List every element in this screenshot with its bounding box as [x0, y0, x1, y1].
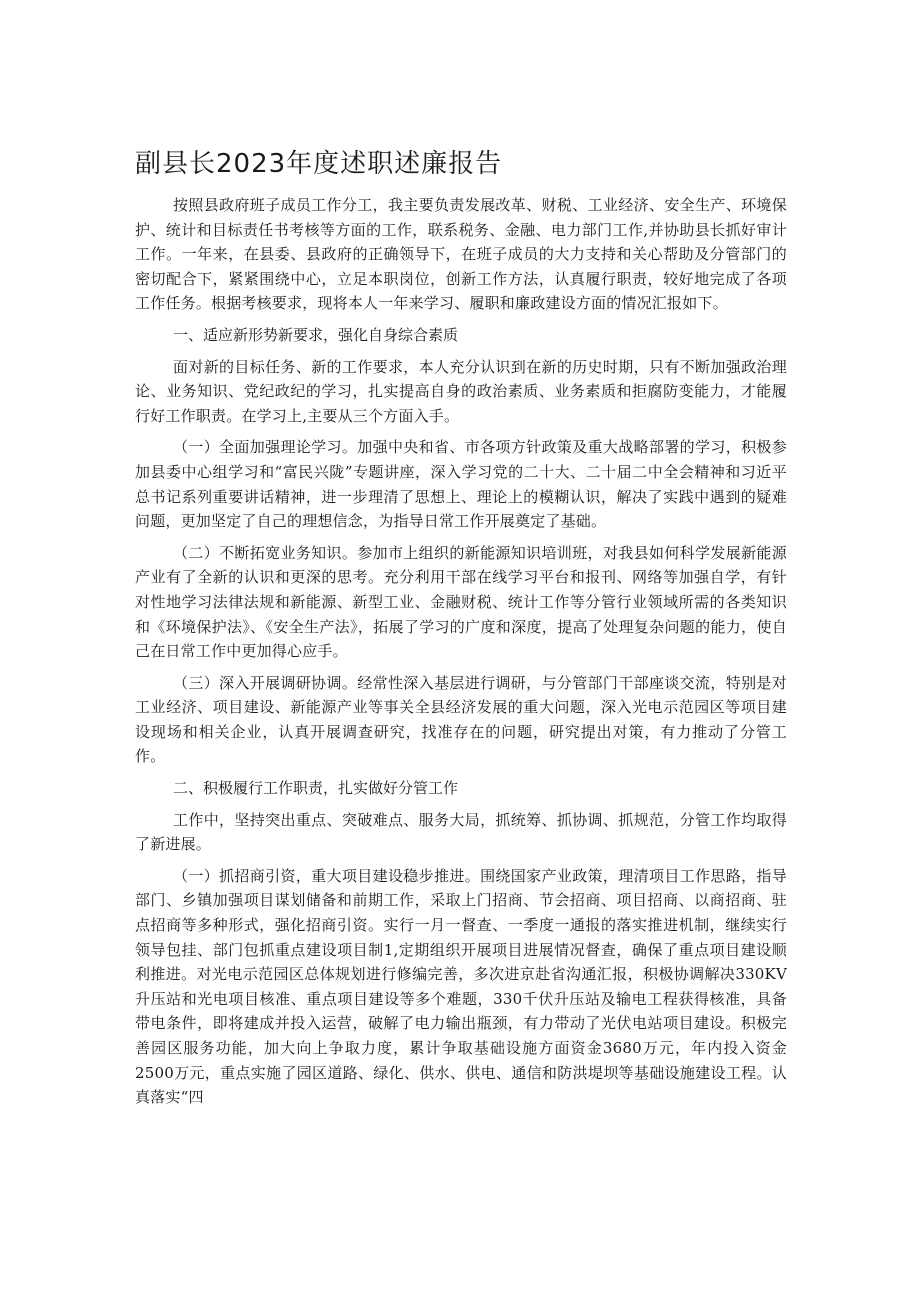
section-1-item-3: （三）深入开展调研协调。经常性深入基层进行调研，与分管部门干部座谈交流，特别是对工业经济、项目建设、新能源产业等事关全县经济发展的重大问题，深入光电示范园区等项目建设现场和相关企业，认真开展调查研究，找准存在的问题，研究提出对策，有力推动了分管工作。 — [135, 673, 787, 766]
section-heading-2: 二、积极履行工作职责，扎实做好分管工作 — [173, 779, 459, 798]
page-title: 副县长2023年度述职述廉报告 — [135, 149, 503, 179]
document-body — [135, 193, 787, 1117]
section-1-item-1: （一）全面加强理论学习。加强中央和省、市各项方针政策及重大战略部署的学习，积极参加县委中心组学习和“富民兴陇”专题讲座，深入学习党的二十大、二十届二中全会精神和习近平总书记系列重要讲话精神，进一步理清了思想上、理论上的模糊认识，解决了实践中遇到的疑难问题，更加坚定了自己的理想信念，为指导日常工作开展奠定了基础。 — [135, 438, 787, 531]
intro-paragraph: 按照县政府班子成员工作分工，我主要负责发展改革、财税、工业经济、安全生产、环境保护、统计和目标责任书考核等方面的工作，联系税务、金融、电力部门工作,并协助县长抓好审计工作。一年来，在县委、县政府的正确领导下，在班子成员的大力支持和关心帮助及分管部门的密切配合下，紧紧围绕中心，立足本职岗位，创新工作方法，认真履行职责，较好地完成了各项工作任务。根据考核要求，现将本人一年来学习、履职和廉政建设方面的情况汇报如下。 — [135, 196, 787, 313]
section-1-intro: 面对新的目标任务、新的工作要求，本人充分认识到在新的历史时期，只有不断加强政治理论、业务知识、党纪政纪的学习，扎实提高自身的政治素质、业务素质和拒腐防变能力，才能履行好工作职责。在学习上,主要从三个方面入手。 — [135, 357, 787, 425]
section-2-item-1: （一）抓招商引资，重大项目建设稳步推进。围绕国家产业政策，理清项目工作思路，指导部门、乡镇加强项目谋划储备和前期工作，采取上门招商、节会招商、项目招商、以商招商、驻点招商等多种形式，强化招商引资。实行一月一督查、一季度一通报的落实推进机制，继续实行领导包挂、部门包抓重点建设项目制1,定期组织开展项目进展情况督查，确保了重点项目建设顺利推进。对光电示范园区总体规划进行修编完善，多次进京赴省沟通汇报，积极协调解决330KV升压站和光电项目核准、重点项目建设等多个难题，330千伏升压站及输电工程获得核准，具备带电条件，即将建成并投入运营，破解了电力输出瓶颈，有力带动了光伏电站项目建设。积极完善园区服务功能，加大向上争取力度，累计争取基础设施方面资金3680万元，年内投入资金2500万元，重点实施了园区道路、绿化、供水、供电、通信和防洪堤坝等基础设施建设工程。认真落实“四 — [135, 866, 787, 1107]
section-1-item-2: （二）不断拓宽业务知识。参加市上组织的新能源知识培训班，对我县如何科学发展新能源产业有了全新的认识和更深的思考。充分利用干部在线学习平台和报刊、网络等加强自学，有针对性地学习法律法规和新能源、新型工业、金融财税、统计工作等分管行业领域所需的各类知识和《环境保护法》、《安全生产法》，拓展了学习的广度和深度，提高了处理复杂问题的能力，使自己在日常工作中更加得心应手。 — [135, 543, 787, 661]
section-heading-1: 一、适应新形势新要求，强化自身综合素质 — [173, 325, 459, 344]
section-2-intro: 工作中，坚持突出重点、突破难点、服务大局，抓统筹、抓协调、抓规范，分管工作均取得了新进展。 — [135, 810, 787, 854]
